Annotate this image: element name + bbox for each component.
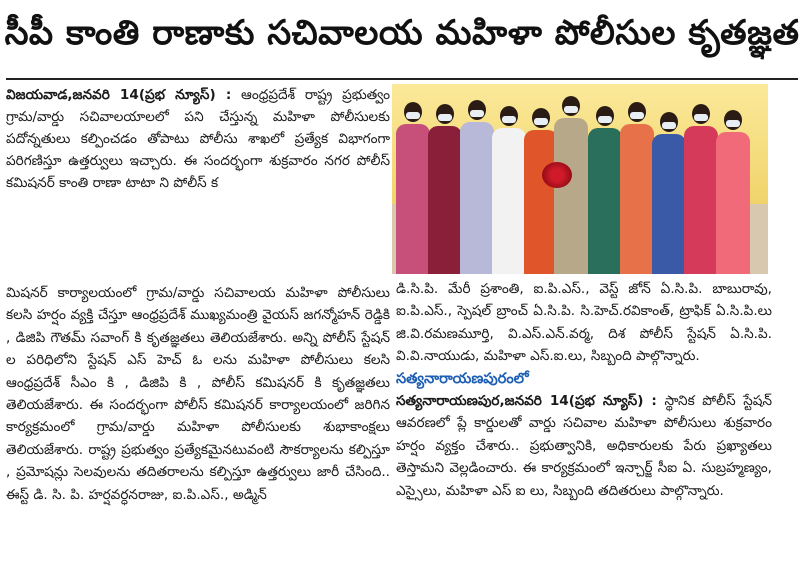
news-photo bbox=[392, 84, 768, 274]
photo-person bbox=[460, 100, 494, 274]
left-body: ఆంధ్రప్రదేశ్ రాష్ట్ర ప్రభుత్వం గ్రామ/వార్డు సచివాలయాలలో పని చేస్తున్న మహిళా పోలీసులకు పదోన్నతులు కల్పించడం తోపాటు పోలీసు శాఖలో ప్రత్యేక విభాగంగా పరిగణిస్తూ ఉత్తర్వులు ఇచ్చారు. ఈ సందర్భంగా శుక్రవారం నగర పోలీస్ కమిషనర్ కాంతి రాణా టాటా ని పోలీస్ క bbox=[6, 87, 390, 191]
photo-person bbox=[652, 112, 686, 274]
photo-person bbox=[396, 102, 430, 274]
bouquet bbox=[542, 162, 572, 188]
dateline-2: సత్యనారాయణపుర,జనవరి 14(ప్రభ న్యూస్) : bbox=[396, 393, 657, 410]
photo-person bbox=[620, 102, 654, 274]
photo-person bbox=[588, 106, 622, 274]
headline: సీపీ కాంతి రాణాకు సచివాలయ మహిళా పోలీసుల కృతజ్ఞత bbox=[4, 13, 800, 53]
photo-edge bbox=[770, 84, 804, 274]
left-body-continued: మిషనర్ కార్యాలయంలో గ్రామ/వార్డు సచివాలయ మహిళా పోలీసులు కలసి హర్షం వ్యక్తి చేస్తూ ఆంధ్రప్రదేశ్ ముఖ్యమంత్రి వైయస్ జగన్మోహన్ రెడ్డికి , డిజిపి గౌతమ్ సవాంగ్ కి కృతజ్ఞతలు తెలియజేశారు. అన్ని పోలీస్ స్టేషన్ ల పరిధిలోని స్టేషన్ ఎస్ హెచ్ ఓ లను మహిళా పోలీసులు కలసి ఆంధ్రప్రదేశ్ సీఎం కి , డిజిపి కి , పోలీస్ కమిషనర్ కి కృతజ్ఞతలు తెలియజేశారు. ఈ సందర్భంగా పోలీస్ కమిషనర్ కార్యాలయంలో జరిగిన కార్యక్రమంలో గ్రామ/వార్డు మహిళా పోలీసులకు శుభాకాంక్షలు తెలియజేశారు. రాష్ట్ర ప్రభుత్వం ప్రత్యేకమైనటువంటి సౌకర్యాలను కల్పిస్తూ , ప్రమోషన్లు సెలవులను తదితరాలను కల్పిస్తూ ఉత్తర్వులు జారీ చేసింది.. ఈస్ట్ డి. సి. పి. హర్షవర్ధనరాజు, ఐ.పి.ఎస్., అడ్మిన్ bbox=[6, 285, 390, 503]
right-body: స్థానిక పోలీస్ స్టేషన్ ఆవరణలో ప్లే కార్డులతో వార్డు సచివాల మహిళా పోలీసులు శుక్రవారం హర్షం వ్యక్తం చేశారు.. ప్రభుత్వానికి, అధికారులకు పేరు ప్రఖ్యాతలు తెస్తామని వెల్లడించారు. ఈ కార్యక్రమంలో ఇన్చార్జ్ సీఐ ఏ. సుబ్రహ్మణ్యం, ఎస్సైలు, మహిళా ఎస్ ఐ లు, సిబ్బంది తదితరులు పాల్గొన్నారు. bbox=[396, 393, 772, 499]
left-column bbox=[6, 84, 390, 194]
headline-rule bbox=[6, 78, 798, 80]
dateline: విజయవాడ,జనవరి 14(ప్రభ న్యూస్) : bbox=[6, 87, 232, 103]
left-paragraph bbox=[6, 84, 390, 194]
photo-person bbox=[684, 104, 718, 274]
photo-person bbox=[492, 106, 526, 274]
left-column-continued bbox=[6, 282, 390, 506]
right-paragraph bbox=[396, 390, 772, 502]
photo-person bbox=[428, 104, 462, 274]
subheading: సత్యనారాయణపురంలో bbox=[396, 370, 529, 387]
photo-person bbox=[716, 110, 750, 274]
photo-person bbox=[524, 108, 558, 274]
right-continuation: డి.సి.పి. మేరీ ప్రశాంతి, ఐ.పి.ఎస్., వెస్ట్ జోన్ ఏ.సి.పి. బాబురావు, ఐ.పి.ఎస్., స్పెషల్ బ్రాంచ్ ఏ.సి.పి. సి.హెచ్.రవికాంత్, ట్రాఫిక్ ఏ.సి.పి.లు జి.వి.రమణమూర్తి, వి.ఎస్.ఎన్.వర్మ, దిశ పోలీస్ స్టేషన్ ఏ.సి.పి. వి.వి.నాయుడు, మహిళా ఎస్.ఐ.లు, సిబ్బంది పాల్గొన్నారు. bbox=[396, 281, 772, 365]
right-column bbox=[396, 278, 772, 502]
